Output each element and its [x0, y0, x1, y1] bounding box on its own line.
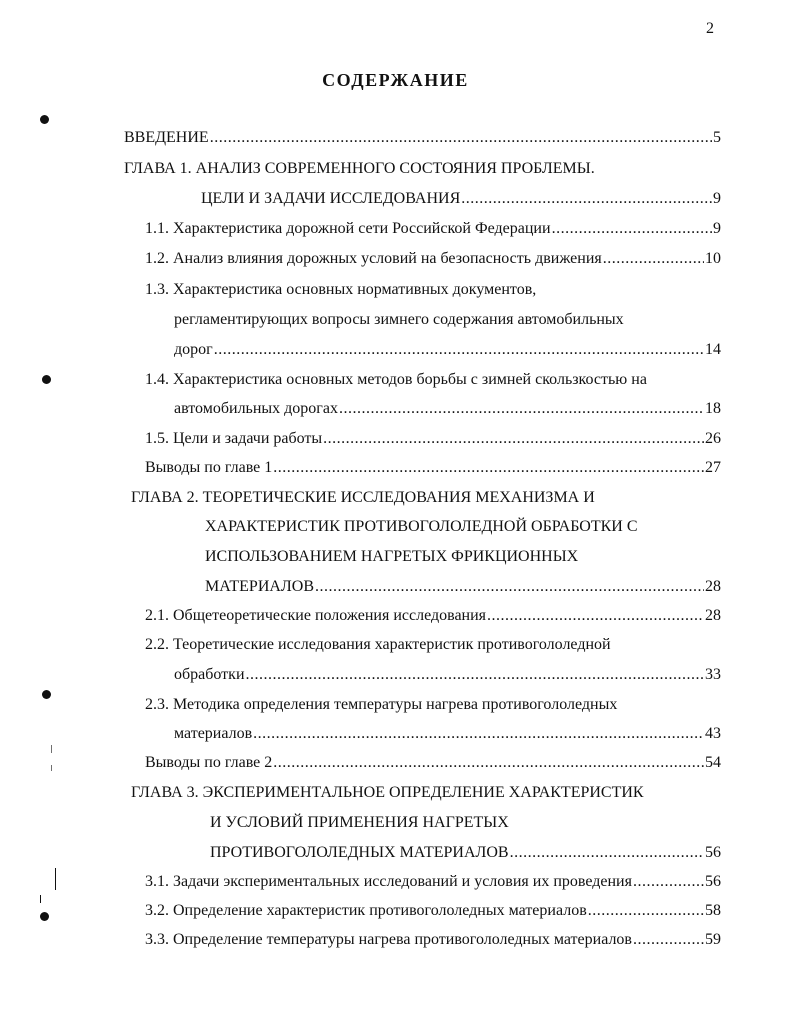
dot-leader — [603, 248, 704, 270]
toc-section-3-2[interactable] — [145, 900, 721, 922]
toc-entry-introduction[interactable] — [124, 127, 721, 149]
toc-entry-title: И УСЛОВИЙ ПРИМЕНЕНИЯ НАГРЕТЫХ — [210, 814, 509, 831]
toc-section-2-3[interactable] — [174, 723, 721, 745]
toc-section-1-3[interactable] — [174, 339, 721, 361]
toc-section-2-2-line1[interactable] — [145, 634, 611, 656]
toc-entry-title: 1.4. Характеристика основных методов борьбы с зимней скользкостью на — [145, 371, 647, 388]
toc-entry-title: материалов — [174, 725, 253, 742]
toc-entry-page: 9 — [713, 190, 721, 207]
dot-leader — [214, 339, 704, 361]
scan-mark — [51, 745, 52, 753]
punch-hole-mark — [40, 115, 49, 124]
toc-section-1-4[interactable] — [174, 398, 721, 420]
dot-leader — [510, 842, 704, 864]
toc-entry-title: 1.1. Характеристика дорожной сети Российской Федерации — [145, 220, 551, 237]
dot-leader — [273, 752, 704, 774]
dot-leader — [273, 457, 704, 479]
toc-entry-title: дорог — [174, 341, 213, 358]
toc-chapter-2-line1[interactable] — [131, 487, 595, 509]
punch-hole-mark — [42, 690, 51, 699]
toc-entry-page: 33 — [705, 666, 721, 683]
toc-entry-title: ГЛАВА 3. ЭКСПЕРИМЕНТАЛЬНОЕ ОПРЕДЕЛЕНИЕ ХАРАКТЕРИСТИК — [131, 784, 644, 801]
toc-entry-title: Выводы по главе 1 — [145, 459, 273, 476]
toc-entry-title: 2.3. Методика определения температуры нагрева противогололедных — [145, 696, 618, 713]
toc-entry-page: 10 — [705, 250, 721, 267]
dot-leader — [552, 218, 712, 240]
toc-entry-page: 27 — [705, 459, 721, 476]
toc-entry-title: 1.3. Характеристика основных нормативных документов, — [145, 281, 537, 298]
toc-entry-title: 2.1. Общетеоретические положения исследования — [145, 607, 487, 624]
toc-entry-title: регламентирующих вопросы зимнего содержания автомобильных — [174, 311, 624, 328]
toc-entry-title: ЦЕЛИ И ЗАДАЧИ ИССЛЕДОВАНИЯ — [201, 190, 461, 207]
toc-entry-title: МАТЕРИАЛОВ — [205, 578, 315, 595]
toc-chapter-1[interactable] — [201, 188, 721, 210]
toc-chapter-1-line1[interactable] — [124, 158, 595, 180]
punch-hole-mark — [42, 375, 51, 384]
toc-entry-page: 14 — [705, 341, 721, 358]
toc-entry-page: 18 — [705, 400, 721, 417]
toc-entry-title: 1.2. Анализ влияния дорожных условий на безопасность движения — [145, 250, 602, 267]
toc-section-1-3-line1[interactable] — [145, 279, 536, 301]
toc-entry-title: 3.1. Задачи экспериментальных исследований и условия их проведения — [145, 873, 632, 890]
toc-entry-title: ХАРАКТЕРИСТИК ПРОТИВОГОЛОЛЕДНОЙ ОБРАБОТКИ С — [205, 518, 638, 535]
page-number: 2 — [706, 20, 714, 37]
toc-entry-title: 3.2. Определение характеристик противогололедных материалов — [145, 902, 587, 919]
toc-entry-page: 5 — [713, 129, 721, 146]
toc-conclusions-1[interactable] — [145, 457, 721, 479]
punch-hole-mark — [40, 912, 49, 921]
toc-entry-title: ПРОТИВОГОЛОЛЕДНЫХ МАТЕРИАЛОВ — [210, 844, 509, 861]
toc-entry-page: 43 — [705, 725, 721, 742]
toc-entry-page: 28 — [705, 578, 721, 595]
toc-entry-page: 56 — [705, 844, 721, 861]
scan-mark — [51, 765, 52, 771]
scan-mark — [55, 868, 56, 890]
dot-leader — [323, 428, 704, 450]
toc-entry-title: автомобильных дорогах — [174, 400, 338, 417]
toc-section-1-2[interactable] — [145, 248, 721, 270]
toc-section-1-4-line1[interactable] — [145, 369, 647, 391]
toc-entry-page: 58 — [705, 902, 721, 919]
toc-entry-title: 3.3. Определение температуры нагрева противогололедных материалов — [145, 931, 632, 948]
toc-entry-title: обработки — [174, 666, 245, 683]
toc-section-3-3[interactable] — [145, 929, 721, 951]
toc-entry-title: Выводы по главе 2 — [145, 754, 273, 771]
toc-section-2-1[interactable] — [145, 605, 721, 627]
toc-entry-page: 56 — [705, 873, 721, 890]
toc-section-1-5[interactable] — [145, 428, 721, 450]
toc-section-2-3-line1[interactable] — [145, 694, 617, 716]
toc-chapter-2-line3[interactable] — [205, 546, 578, 568]
toc-section-1-1[interactable] — [145, 218, 721, 240]
toc-entry-page: 9 — [713, 220, 721, 237]
dot-leader — [633, 871, 704, 893]
toc-entry-title: ВВЕДЕНИЕ — [124, 129, 209, 146]
toc-chapter-3-line2[interactable] — [210, 812, 509, 834]
toc-chapter-2[interactable] — [205, 576, 721, 598]
dot-leader — [461, 188, 712, 210]
scan-mark — [40, 895, 41, 903]
toc-chapter-3-line1[interactable] — [131, 782, 644, 804]
toc-section-3-1[interactable] — [145, 871, 721, 893]
toc-chapter-2-line2[interactable] — [205, 516, 638, 538]
toc-section-1-3-line2[interactable] — [174, 309, 624, 331]
dot-leader — [487, 605, 704, 627]
toc-entry-title: 1.5. Цели и задачи работы — [145, 430, 323, 447]
toc-entry-page: 26 — [705, 430, 721, 447]
toc-entry-title: ИСПОЛЬЗОВАНИЕМ НАГРЕТЫХ ФРИКЦИОННЫХ — [205, 548, 579, 565]
toc-entry-title: 2.2. Теоретические исследования характеристик противогололедной — [145, 636, 611, 653]
page-title: СОДЕРЖАНИЕ — [322, 70, 469, 90]
toc-chapter-3[interactable] — [210, 842, 721, 864]
dot-leader — [315, 576, 704, 598]
toc-entry-page: 28 — [705, 607, 721, 624]
dot-leader — [253, 723, 704, 745]
dot-leader — [210, 127, 712, 149]
toc-entry-title: ГЛАВА 2. ТЕОРЕТИЧЕСКИЕ ИССЛЕДОВАНИЯ МЕХАНИЗМА И — [131, 489, 595, 506]
toc-entry-title: ГЛАВА 1. АНАЛИЗ СОВРЕМЕННОГО СОСТОЯНИЯ ПРОБЛЕМЫ. — [124, 160, 595, 177]
dot-leader — [588, 900, 704, 922]
toc-entry-page: 59 — [705, 931, 721, 948]
toc-section-2-2[interactable] — [174, 664, 721, 686]
toc-entry-page: 54 — [705, 754, 721, 771]
dot-leader — [339, 398, 704, 420]
dot-leader — [633, 929, 704, 951]
dot-leader — [246, 664, 705, 686]
toc-conclusions-2[interactable] — [145, 752, 721, 774]
